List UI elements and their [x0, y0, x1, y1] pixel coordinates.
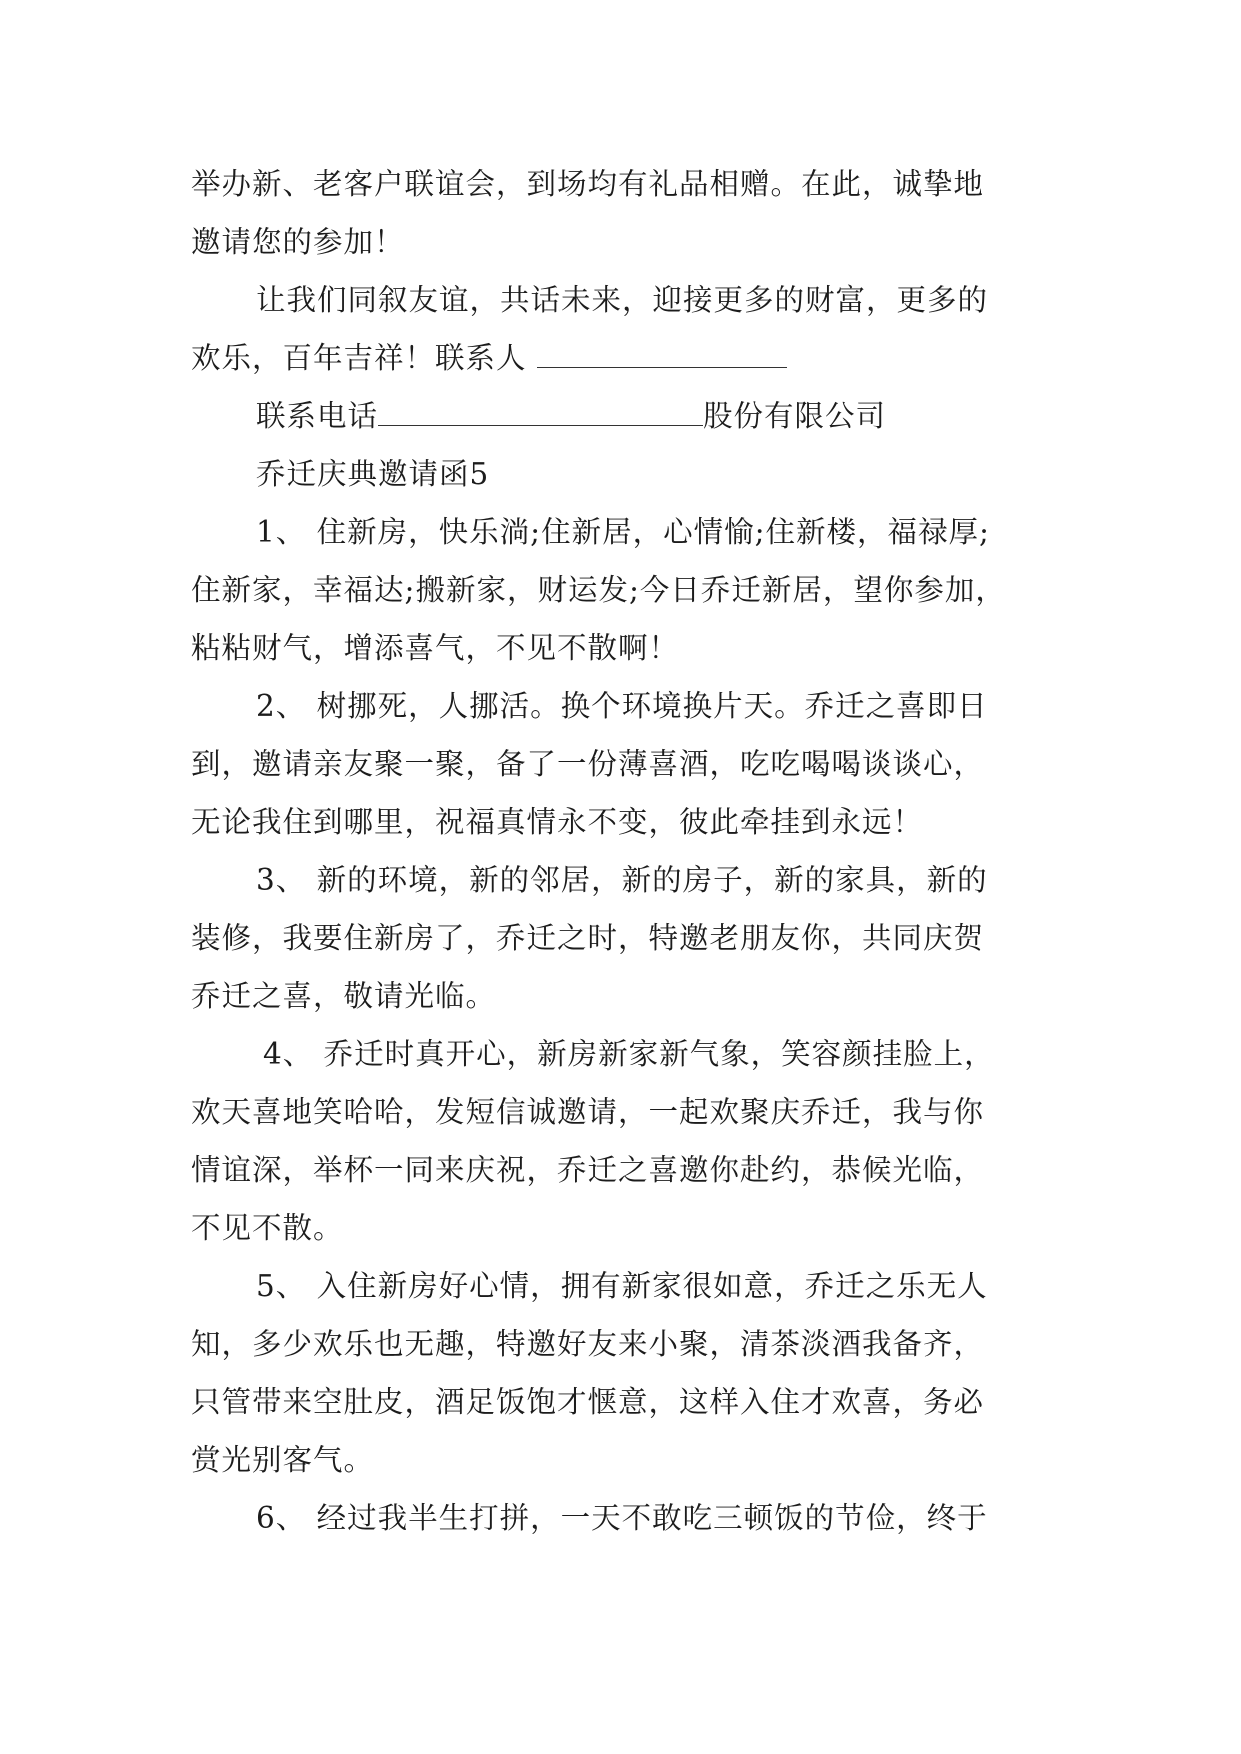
contact-phone-blank	[378, 397, 703, 426]
contact-person-line	[191, 338, 1061, 378]
text-line: 赏光别客气。	[191, 1443, 375, 1477]
item-4-line: 4、 乔迁时真开心，新房新家新气象，笑容颜挂脸上，	[263, 1037, 995, 1071]
item-2-line: 2、 树挪死，人挪活。换个环境换片天。乔迁之喜即日	[256, 689, 988, 723]
item-3-line: 3、 新的环境，新的邻居，新的房子，新的家具，新的	[256, 863, 988, 897]
text-line: 只管带来空肚皮，酒足饭饱才惬意，这样入住才欢喜，务必	[191, 1385, 985, 1419]
text-line: 欢天喜地笑哈哈，发短信诚邀请，一起欢聚庆乔迁，我与你	[191, 1095, 985, 1129]
item-6-line: 6、 经过我半生打拼，一天不敢吃三顿饭的节俭，终于	[256, 1501, 988, 1535]
text-line: 邀请您的参加！	[191, 225, 405, 259]
company-suffix: 股份有限公司	[703, 399, 887, 433]
contact-phone-label: 联系电话	[256, 399, 379, 433]
item-1-line: 1、 住新房，快乐淌;住新居，心情愉;住新楼，福禄厚;	[256, 515, 990, 549]
text-line: 情谊深，举杯一同来庆祝，乔迁之喜邀你赴约，恭候光临，	[191, 1153, 985, 1187]
text-line: 无论我住到哪里，祝福真情永不变，彼此牵挂到永远！	[191, 805, 924, 839]
text-line: 不见不散。	[191, 1211, 344, 1245]
text-line: 住新家，幸福达;搬新家，财运发;今日乔迁新居，望你参加，	[191, 573, 1006, 607]
contact-person-blank	[537, 339, 787, 368]
paragraph-first-line: 让我们同叙友谊，共话未来，迎接更多的财富，更多的	[256, 283, 989, 317]
text-line: 粘粘财气，增添喜气，不见不散啊！	[191, 631, 680, 665]
text-line: 到，邀请亲友聚一聚，备了一份薄喜酒，吃吃喝喝谈谈心，	[191, 747, 985, 781]
contact-phone-line	[256, 396, 1126, 436]
text-line: 乔迁之喜，敬请光临。	[191, 979, 497, 1013]
item-5-line: 5、 入住新房好心情，拥有新家很如意，乔迁之乐无人	[256, 1269, 988, 1303]
contact-person-label: 欢乐，百年吉祥！联系人	[191, 341, 537, 375]
text-line: 知，多少欢乐也无趣，特邀好友来小聚，清茶淡酒我备齐，	[191, 1327, 985, 1361]
text-line: 装修，我要住新房了，乔迁之时，特邀老朋友你，共同庆贺	[191, 921, 985, 955]
section-title: 乔迁庆典邀请函5	[256, 457, 490, 491]
text-line: 举办新、老客户联谊会，到场均有礼品相赠。在此，诚挚地	[191, 167, 985, 201]
